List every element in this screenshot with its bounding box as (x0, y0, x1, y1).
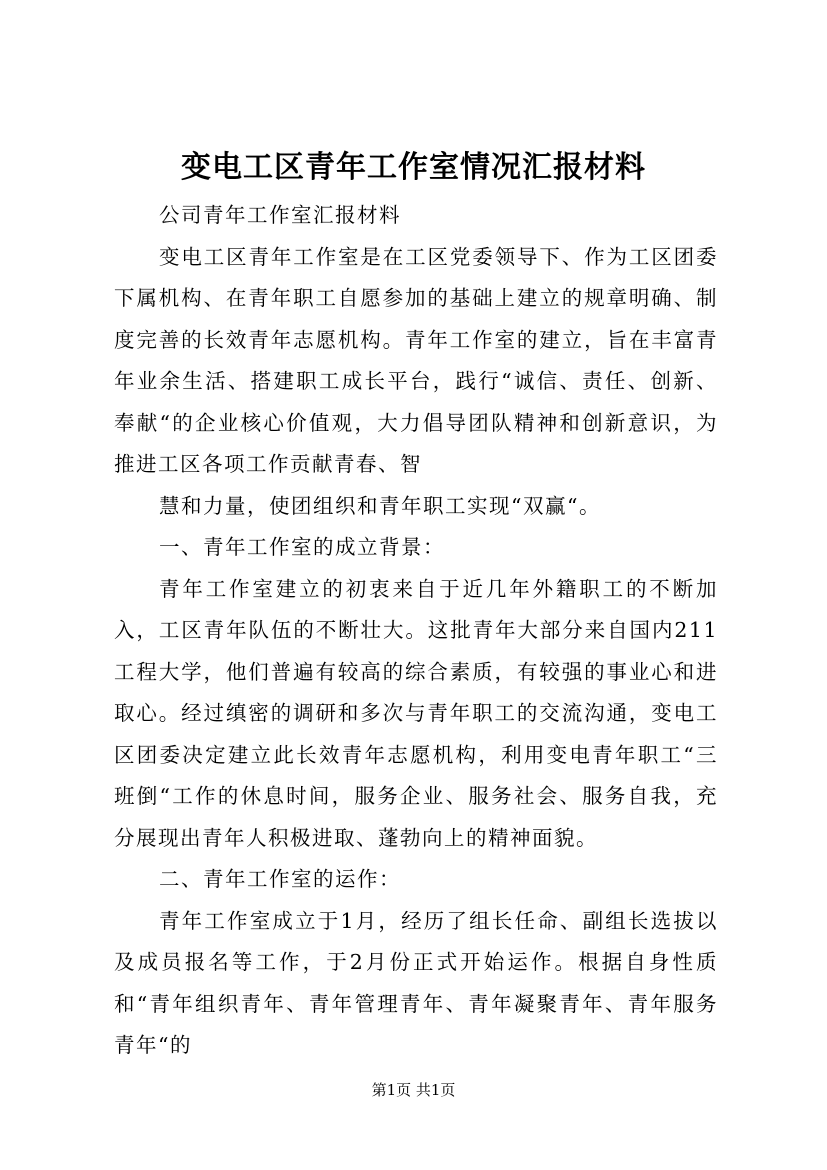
page-number-footer: 第1页 共1页 (371, 1081, 456, 1099)
section-heading-background: 一、青年工作室的成立背景： (159, 535, 445, 559)
document-body (114, 195, 718, 1067)
intro-paragraph: 变电工区青年工作室是在工区党委领导下、作为工区团委下属机构、在青年职工自愿参加的基础上建立的规章明确、制度完善的长效青年志愿机构。青年工作室的建立，旨在丰富青年业余生活、搭建职工成长平台，践行“诚信、责任、创新、奉献“的企业核心价值观，大力倡导团队精神和创新意识，为推进工区各项工作贡献青春、智 (114, 244, 718, 476)
document-title: 变电工区青年工作室情况汇报材料 (181, 150, 646, 185)
background-paragraph: 青年工作室建立的初衷来自于近几年外籍职工的不断加入，工区青年队伍的不断壮大。这批青年大部分来自国内211工程大学，他们普遍有较高的综合素质，有较强的事业心和进取心。经过缜密的调研和多次与青年职工的交流沟通，变电工区团委决定建立此长效青年志愿机构，利用变电青年职工“三班倒“工作的休息时间，服务企业、服务社会、服务自我，充分展现出青年人积极进取、蓬勃向上的精神面貌。 (114, 576, 718, 850)
section-heading-operation: 二、青年工作室的运作： (159, 867, 401, 891)
operation-paragraph: 青年工作室成立于1月，经历了组长任命、副组长选拔以及成员报名等工作，于2月份正式开始运作。根据自身性质和“青年组织青年、青年管理青年、青年凝聚青年、青年服务青年“的 (114, 908, 718, 1057)
intro-continuation-paragraph: 慧和力量，使团组织和青年职工实现“双赢“。 (159, 493, 601, 518)
subtitle-paragraph: 公司青年工作室汇报材料 (159, 203, 401, 227)
